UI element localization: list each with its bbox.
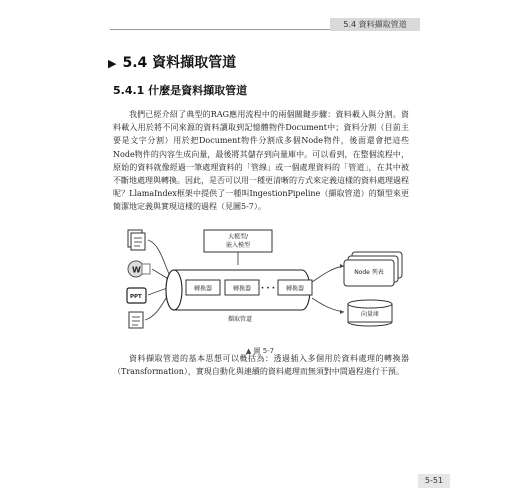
caption-marker-icon: ▲ xyxy=(245,347,252,355)
transformer-label-2: 轉換器 xyxy=(232,285,252,293)
paragraph-summary xyxy=(113,352,409,378)
paragraph-intro-text: 我們已經介紹了典型的RAG應用流程中的兩個關鍵步驟：資料載入與分割。資料載入用於將不同來源的資料讀取到記憶體物件Document中；資料分割（目前主要是文字分割）用於把Document物件分割成多個Node物件，後面還會把這些Node物件的內容生成向量，最後將其儲存到向量庫中。可以看到，在整個流程中，原始的資料就像經過一筆處理資料的「管線」或一個處理資料的「管道」，在其中被不斷地處理與轉換。因此，是否可以用一種更清晰的方式來定義這樣的資料處理過程呢？LlamaIndex框架中提供了一種叫IngestionPipeline（擷取管道）的類型來更簡潔地定義與實現這樣的過程（見圖5-7）。 xyxy=(113,110,409,212)
page-number: 5-51 xyxy=(418,474,450,488)
ppt-icon xyxy=(127,288,146,303)
section-title xyxy=(108,52,236,72)
source-arrows xyxy=(145,240,170,320)
paragraph-summary-text: 資料擷取管道的基本思想可以概括為：透過插入多個用於資料處理的轉換器（Transformation），實現自動化與連續的資料處理而無須對中間過程進行干預。 xyxy=(113,354,409,377)
model-box-label-line1: 大模型/ xyxy=(227,233,249,241)
transformer-label-1: 轉換器 xyxy=(193,285,213,293)
transformer-label-3: 轉換器 xyxy=(285,285,305,293)
chapter-header-tab: 5.4 資料擷取管道 xyxy=(330,18,420,31)
text-icon xyxy=(129,312,143,328)
node-list-label: Node 列表 xyxy=(354,269,384,276)
svg-text:PPT: PPT xyxy=(130,294,142,300)
ellipsis: • • • xyxy=(260,285,276,292)
vector-store-label: 向量庫 xyxy=(360,311,380,318)
document-icon xyxy=(128,230,145,250)
caption-text: 圖 5-7 xyxy=(253,347,275,355)
subsection-title: 5.4.1 什麼是資料擷取管道 xyxy=(113,84,248,97)
model-box-label-line2: 嵌入模型 xyxy=(225,242,251,249)
figure-ingestion-pipeline xyxy=(112,224,412,334)
pipeline-label: 擷取管道 xyxy=(227,316,253,323)
output-arrows xyxy=(312,266,344,312)
section-marker-icon: ▶ xyxy=(108,57,117,70)
word-icon xyxy=(128,261,150,277)
section-title-text: 5.4 資料擷取管道 xyxy=(122,55,237,71)
svg-text:W: W xyxy=(132,265,141,275)
paragraph-intro xyxy=(113,108,409,214)
